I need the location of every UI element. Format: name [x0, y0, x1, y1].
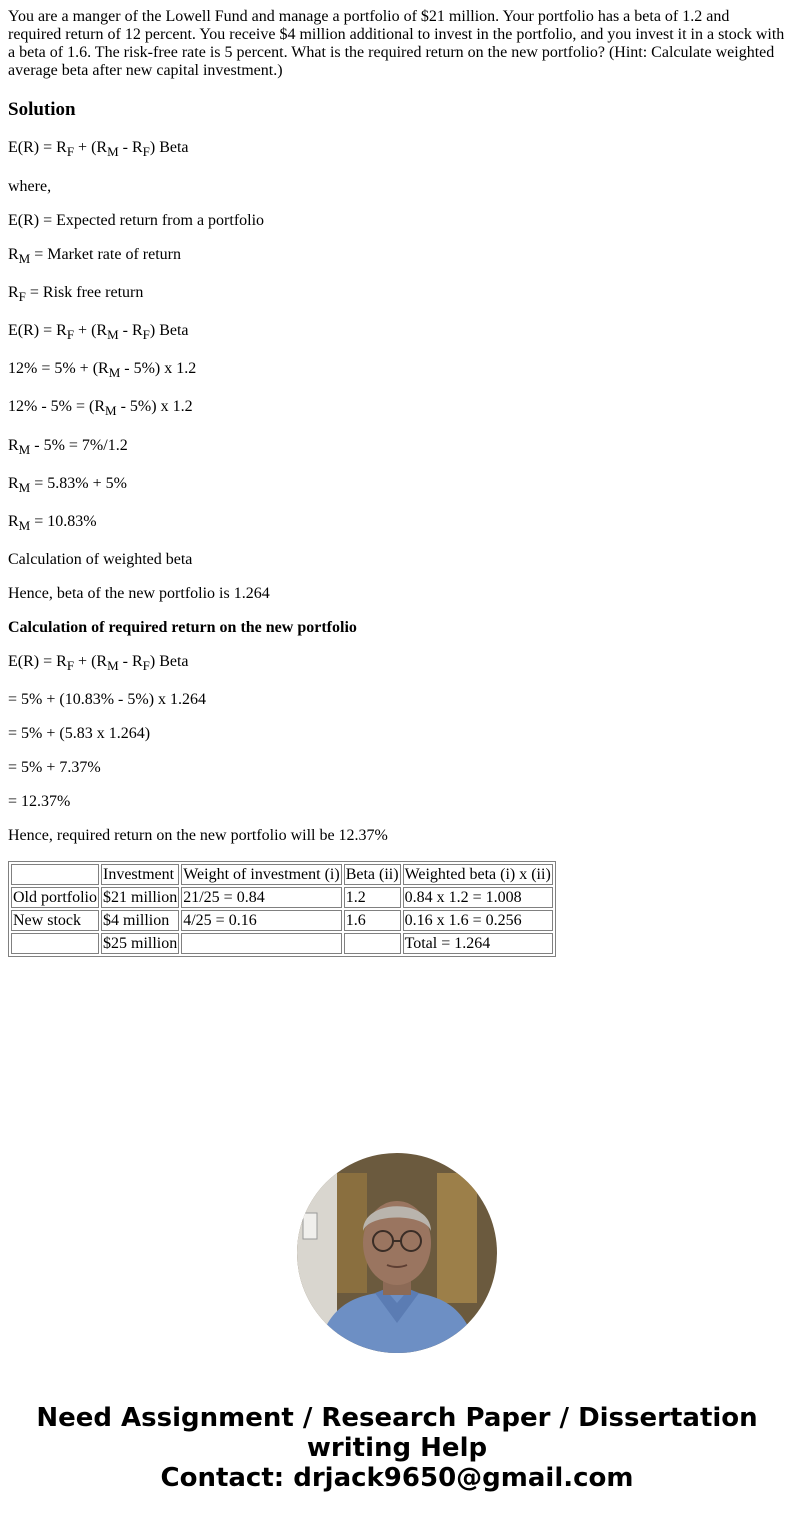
table-cell: $21 million: [103, 889, 178, 906]
table-header-cell: [11, 864, 99, 885]
table-row: [11, 910, 553, 931]
result-step-1: = 5% + (10.83% - 5%) x 1.264: [8, 691, 207, 708]
capm-formula-repeat: $E(R) = R_F + (R_M - R_F)$ Beta: [8, 322, 189, 342]
table-header-row: [11, 864, 553, 885]
question-text: You are a manger of the Lowell Fund and manage a portfolio of $21 million. Your portfolio has a beta of 1.2 and required return of 12 percent. You receive $4 million additional to invest in the portfolio, and you invest it in a stock with a beta of 1.6. The risk-free rate is 5 percent. What is the required return on the new portfolio? (Hint: Calculate weighted average beta after new capital investment.): [8, 8, 785, 79]
table-cell: 21/25 = 0.84: [181, 887, 341, 908]
author-avatar: [297, 1153, 497, 1353]
table-header-cell: Investment: [101, 864, 179, 885]
table-cell: Old portfolio: [13, 889, 97, 906]
author-portrait: [297, 1153, 497, 1353]
weighted-beta-table: [8, 861, 556, 957]
solution-heading: Solution: [8, 99, 76, 120]
table-cell: [11, 933, 99, 954]
result-step-4: = 12.37%: [8, 793, 71, 810]
promo-line-1: Need Assignment / Research Paper / Dissertation: [36, 1403, 758, 1433]
required-return-heading: Calculation of required return on the new portfolio: [8, 619, 357, 636]
step-3: $R_M - 5\% = 7\%/1.2$: [8, 437, 128, 457]
definition-er: E(R) = Expected return from a portfolio: [8, 212, 265, 229]
avatar-carving-right: [437, 1173, 477, 1303]
where-label: where,: [8, 178, 52, 195]
definition-rm: $R_M$ = Market rate of return: [8, 246, 181, 266]
definition-rf: $R_F$ = Risk free return: [8, 284, 144, 304]
avatar-switch: [303, 1213, 317, 1239]
table-row: [11, 933, 553, 954]
table-cell: Total = 1.264: [403, 933, 553, 954]
result-step-3: = 5% + 7.37%: [8, 759, 101, 776]
table-cell: $25 million: [103, 935, 178, 952]
promo-banner: [0, 1403, 794, 1493]
table-cell: 1.6: [344, 910, 401, 931]
table-cell: 1.2: [344, 887, 401, 908]
step-1: $12\% = 5\% + (R_M - 5\%)$ x 1.2: [8, 360, 197, 380]
capm-formula-final: $E(R) = R_F + (R_M - R_F)$ Beta: [8, 653, 189, 673]
step-4: $R_M = 5.83\% + 5\%$: [8, 475, 127, 495]
promo-line-2: writing Help: [306, 1433, 488, 1463]
table-cell: [181, 933, 341, 954]
step-5: $R_M = 10.83\%$: [8, 513, 97, 533]
return-conclusion: Hence, required return on the new portfolio will be 12.37%: [8, 827, 388, 844]
table-cell: [344, 933, 401, 954]
beta-conclusion: Hence, beta of the new portfolio is 1.264: [8, 585, 270, 602]
table-cell: $4 million: [101, 910, 179, 931]
table-cell: 0.16 x 1.6 = 0.256: [403, 910, 553, 931]
table-header-cell: Beta (ii): [345, 866, 399, 883]
weighted-beta-label: Calculation of weighted beta: [8, 551, 193, 568]
table-cell: 4/25 = 0.16: [181, 910, 341, 931]
table-cell: 0.84 x 1.2 = 1.008: [403, 887, 553, 908]
table-cell: New stock: [11, 910, 99, 931]
promo-contact: Contact: drjack9650@gmail.com: [160, 1463, 634, 1493]
capm-formula: $E(R) = R_F + (R_M - R_F)$ Beta: [8, 139, 189, 159]
avatar-carving-left: [337, 1173, 367, 1293]
table-header-cell: Weight of investment (i): [183, 866, 340, 883]
table-header-cell: Weighted beta (i) x (ii): [404, 866, 551, 883]
table-row: [11, 887, 553, 908]
result-step-2: = 5% + (5.83 x 1.264): [8, 725, 151, 742]
step-2: $12\% - 5\% = (R_M - 5\%)$ x 1.2: [8, 398, 193, 418]
